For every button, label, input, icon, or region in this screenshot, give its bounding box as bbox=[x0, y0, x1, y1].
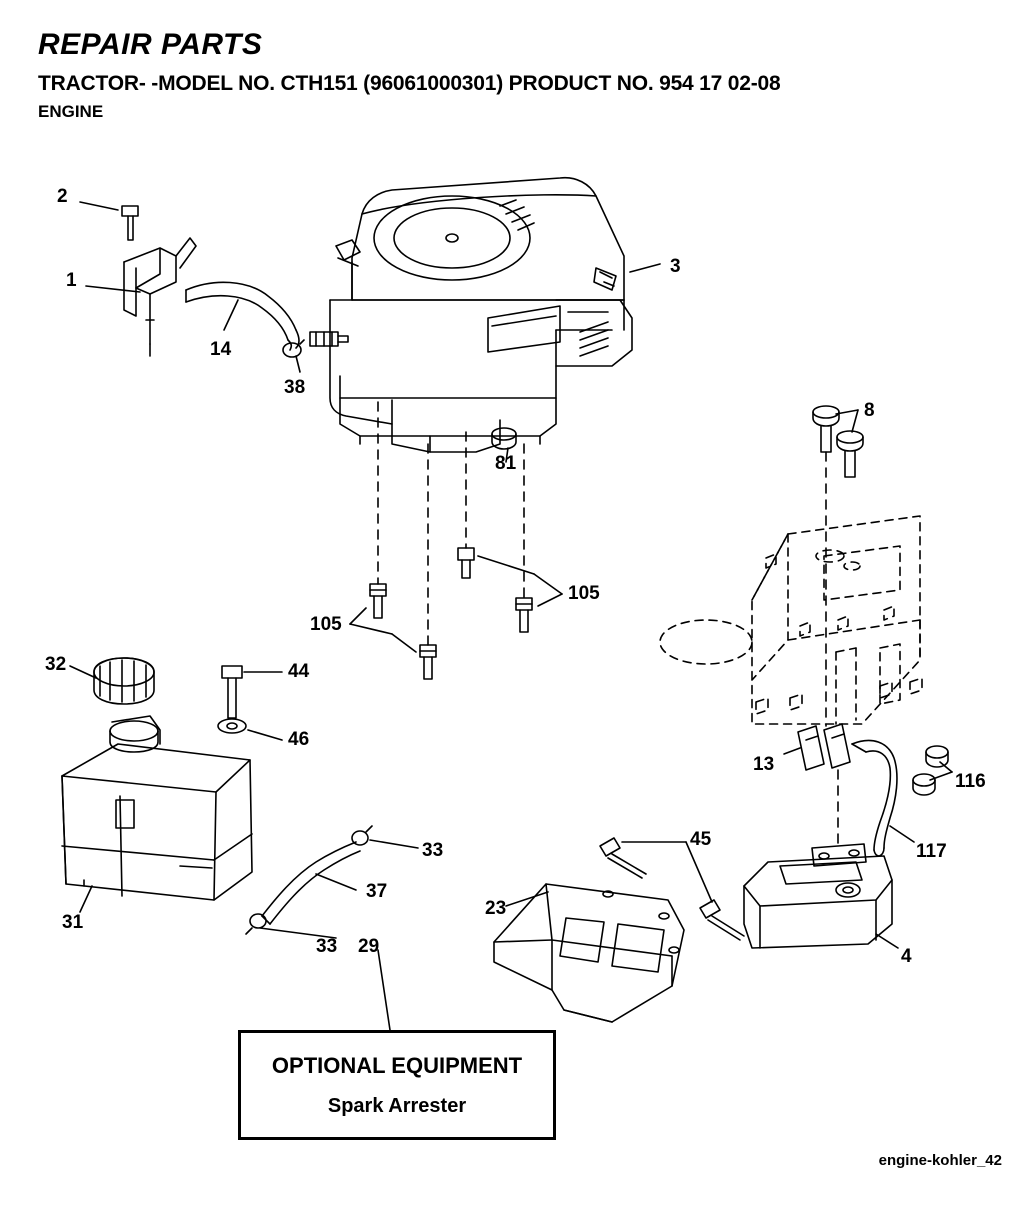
callout-44: 44 bbox=[288, 661, 310, 682]
callout-38: 38 bbox=[284, 377, 306, 398]
callout-3: 3 bbox=[670, 256, 681, 277]
engine-body-art bbox=[330, 178, 632, 452]
drawing-code: engine-kohler_42 bbox=[878, 1152, 1002, 1169]
chassis-plate-art bbox=[660, 516, 922, 724]
optional-equipment-item: Spark Arrester bbox=[327, 1095, 467, 1117]
callout-1: 1 bbox=[66, 270, 77, 291]
part-32-fuel-cap bbox=[94, 658, 154, 704]
part-14-fuel-line bbox=[186, 282, 299, 350]
callout-14: 14 bbox=[210, 339, 232, 360]
optional-equipment-heading: OPTIONAL EQUIPMENT bbox=[271, 1053, 523, 1078]
callout-29: 29 bbox=[358, 936, 380, 957]
callout-33-upper: 33 bbox=[422, 840, 444, 861]
part-44-46-art bbox=[218, 666, 246, 733]
page-title: REPAIR PARTS bbox=[38, 28, 263, 61]
callout-37: 37 bbox=[366, 881, 388, 902]
callout-33-lower: 33 bbox=[316, 936, 338, 957]
callout-32: 32 bbox=[45, 654, 67, 675]
assembly-dash-lines-engine bbox=[378, 402, 524, 645]
section-title: ENGINE bbox=[38, 102, 104, 121]
part-31-fuel-tank bbox=[62, 716, 252, 900]
callout-45: 45 bbox=[690, 829, 712, 850]
callout-116: 116 bbox=[955, 771, 986, 792]
callout-leader-lines bbox=[70, 202, 952, 1030]
callout-81: 81 bbox=[495, 453, 517, 474]
callout-117: 117 bbox=[916, 841, 947, 862]
part-37-fuel-line bbox=[246, 826, 372, 934]
callout-4: 4 bbox=[901, 946, 912, 967]
callout-13: 13 bbox=[753, 754, 775, 775]
part-4-muffler bbox=[744, 844, 892, 948]
part-23-shield bbox=[494, 884, 684, 1022]
assembly-dash-line-muffler bbox=[826, 452, 838, 846]
callout-105-right: 105 bbox=[568, 583, 600, 604]
callout-2: 2 bbox=[57, 186, 68, 207]
part-13-116-117-art bbox=[798, 724, 948, 856]
callout-23: 23 bbox=[485, 898, 507, 919]
callout-105-left: 105 bbox=[310, 614, 342, 635]
callout-31: 31 bbox=[62, 912, 84, 933]
model-subtitle: TRACTOR- -MODEL NO. CTH151 (96061000301) PRODUCT NO. 954 17 02-08 bbox=[38, 72, 781, 95]
callout-8: 8 bbox=[864, 400, 875, 421]
optional-equipment-box bbox=[238, 1030, 556, 1140]
part-105-bolts bbox=[370, 548, 532, 679]
part-1-2-bracket-art bbox=[122, 206, 196, 356]
part-38-clamp bbox=[283, 332, 348, 357]
callout-46: 46 bbox=[288, 729, 310, 750]
